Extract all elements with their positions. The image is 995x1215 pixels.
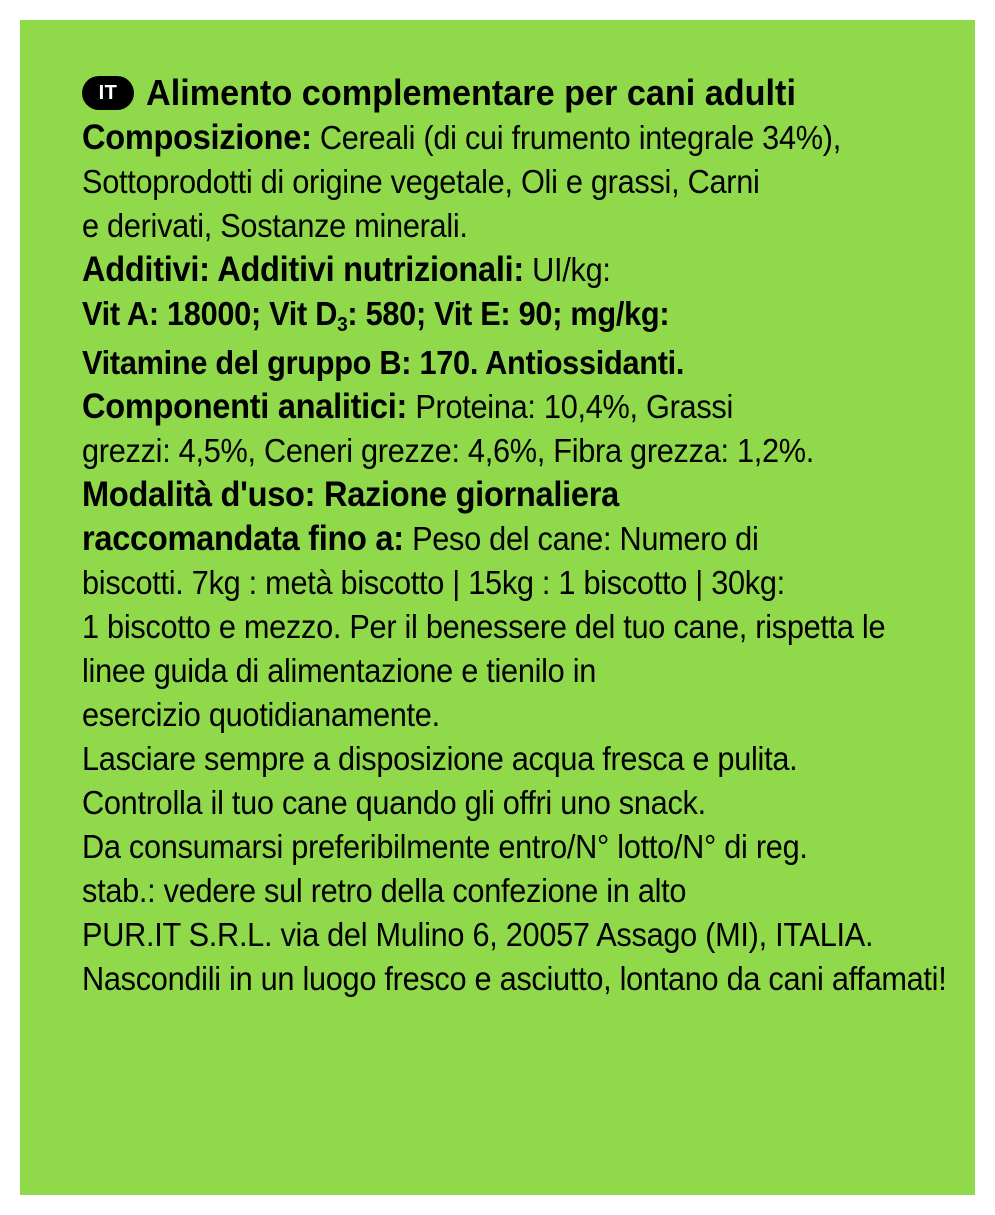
section-componenti-line-2: grezzi: 4,5%, Ceneri grezze: 4,6%, Fibra grezza: 1,2%. [82, 432, 815, 469]
section-componenti-line-1 [82, 385, 875, 429]
section-modalita-text-1: Peso del cane: Numero di [412, 520, 759, 557]
note-line-1: Lasciare sempre a disposizione acqua fresca e pulita. [82, 740, 798, 777]
section-modalita-heading: Modalità d'uso: Razione giornaliera [82, 475, 619, 514]
section-modalita-line-5: esercizio quotidianamente. [82, 696, 440, 733]
section-modalita-line-2: biscotti. 7kg : metà biscotto | 15kg : 1 biscotto | 30kg: [82, 564, 785, 601]
section-modalita-subheading: raccomandata fino a: [82, 519, 404, 558]
section-componenti-text-1: Proteina: 10,4%, Grassi [415, 388, 734, 425]
section-modalita-line-1 [82, 517, 875, 561]
section-additivi-heading: Additivi: Additivi nutrizionali: [82, 250, 524, 289]
section-composizione-text-1: Cereali (di cui frumento integrale 34%), [319, 119, 841, 156]
section-additivi-line-3: Vitamine del gruppo B: 170. Antiossidanti. [82, 344, 685, 381]
section-composizione-line-1 [82, 116, 875, 160]
section-composizione-heading: Composizione: [82, 118, 312, 157]
product-label-panel [20, 20, 975, 1195]
note-line-3: Da consumarsi preferibilmente entro/N° lotto/N° di reg. [82, 828, 808, 865]
storage-warning: Nascondili in un luogo fresco e asciutto, lontano da cani affamati! [82, 960, 947, 997]
section-additivi-line-2: Vit A: 18000; Vit $D_3$: 580; Vit E: 90; mg/kg: [82, 295, 670, 336]
section-modalita-line-4: linee guida di alimentazione e tienilo in [82, 652, 597, 689]
section-modalita-line-3: 1 biscotto e mezzo. Per il benessere del tuo cane, rispetta le [82, 608, 886, 645]
note-line-4: stab.: vedere sul retro della confezione in alto [82, 872, 687, 909]
section-additivi-line-1 [82, 248, 875, 292]
page-title: Alimento complementare per cani adulti [146, 72, 796, 113]
section-composizione-line-2: Sottoprodotti di origine vegetale, Oli e grassi, Carni [82, 163, 760, 200]
section-componenti-heading: Componenti analitici: [82, 387, 408, 426]
language-badge: IT [82, 76, 134, 110]
note-line-2: Controlla il tuo cane quando gli offri uno snack. [82, 784, 706, 821]
manufacturer-address: PUR.IT S.R.L. via del Mulino 6, 20057 Assago (MI), ITALIA. [82, 916, 874, 953]
section-composizione-line-3: e derivati, Sostanze minerali. [82, 207, 468, 244]
section-additivi-text-1: UI/kg: [532, 251, 611, 288]
headline-row [82, 72, 935, 114]
